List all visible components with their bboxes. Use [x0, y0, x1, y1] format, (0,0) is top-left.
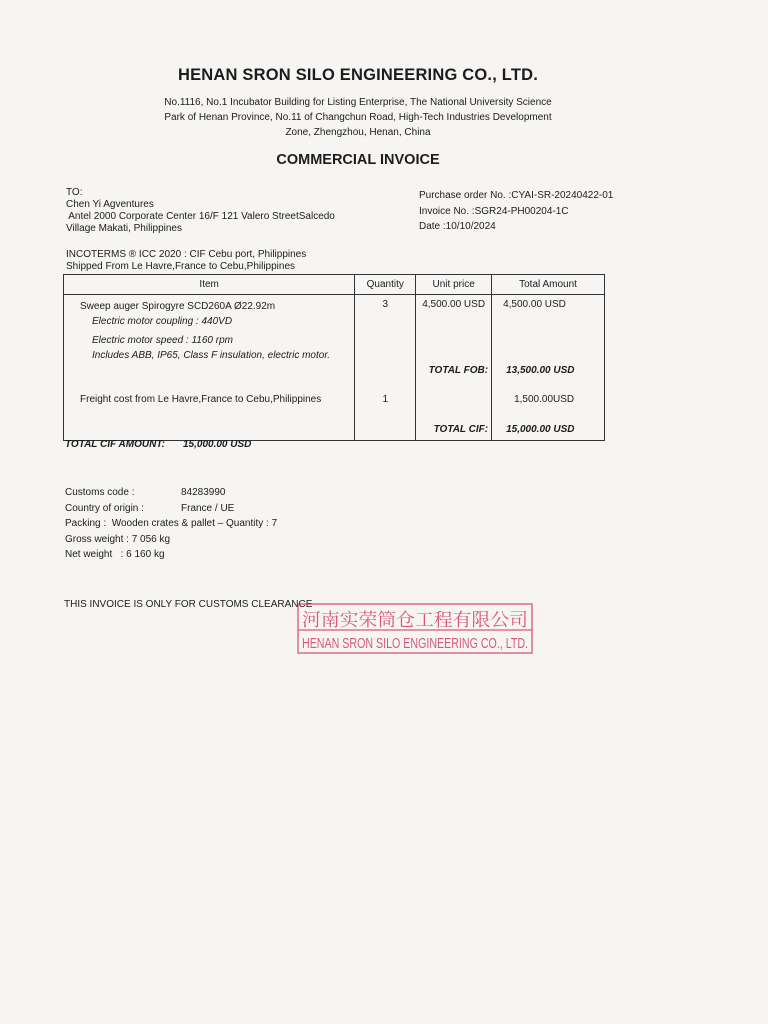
product-total: 4,500.00 USD — [492, 295, 605, 364]
product-quantity: 3 — [355, 295, 416, 364]
incoterms: INCOTERMS ® ICC 2020 : CIF Cebu port, Philippines — [66, 249, 307, 260]
gross-weight: Gross weight : 7 056 kg — [65, 534, 171, 545]
invoice-date: Date :10/10/2024 — [419, 221, 496, 232]
company-address-line-2: Park of Henan Province, No.11 of Changchun Road, High-Tech Industries Development — [164, 112, 552, 123]
header-unit-price: Unit price — [416, 275, 492, 295]
company-name: HENAN SRON SILO ENGINEERING CO., LTD. — [177, 66, 539, 84]
table-row — [64, 295, 605, 364]
country-of-origin-label: Country of origin : — [65, 503, 144, 514]
table-row — [64, 363, 605, 393]
product-spec: Electric motor coupling : 440VD — [92, 316, 233, 327]
company-address-line-3: Zone, Zhengzhou, Henan, China — [285, 127, 431, 138]
total-cif-amount-label: TOTAL CIF AMOUNT: — [65, 439, 165, 450]
net-weight: Net weight : 6 160 kg — [65, 549, 165, 560]
company-seal-stamp — [297, 603, 533, 654]
total-fob-value: 13,500.00 USD — [492, 363, 605, 393]
product-name: Sweep auger Spirogyre SCD260A Ø22.92m — [80, 301, 276, 312]
company-address-line-1: No.1116, No.1 Incubator Building for Listing Enterprise, The National University Science — [164, 97, 552, 108]
total-cif-label: TOTAL CIF: — [416, 424, 492, 440]
table-row — [64, 393, 605, 424]
customs-clearance-note: THIS INVOICE IS ONLY FOR CUSTOMS CLEARANCE — [64, 599, 313, 610]
freight-quantity: 1 — [355, 393, 416, 424]
customs-code-label: Customs code : — [65, 487, 135, 498]
consignee-name: Chen Yi Agventures — [66, 199, 154, 210]
total-cif-amount-value: 15,000.00 USD — [183, 439, 252, 450]
purchase-order-number: Purchase order No. :CYAI-SR-20240422-01 — [419, 190, 614, 201]
packing-info: Packing : Wooden crates & pallet – Quantity : 7 — [65, 518, 278, 529]
product-spec: Includes ABB, IP65, Class F insulation, electric motor. — [92, 350, 331, 361]
header-quantity: Quantity — [355, 275, 416, 295]
header-item: Item — [64, 275, 355, 295]
invoice-number: Invoice No. :SGR24-PH00204-1C — [419, 206, 569, 217]
freight-description: Freight cost from Le Havre,France to Cebu,Philippines — [64, 393, 355, 424]
total-cif-value: 15,000.00 USD — [492, 424, 605, 440]
document-title: COMMERCIAL INVOICE — [276, 152, 440, 168]
freight-total: 1,500.00USD — [492, 393, 605, 424]
total-fob-label: TOTAL FOB: — [416, 363, 492, 393]
seal-text-chinese: 河南实荣筒仓工程有限公司 — [302, 610, 518, 631]
table-row — [64, 424, 605, 440]
shipping-route: Shipped From Le Havre,France to Cebu,Philippines — [66, 261, 296, 272]
customs-code-value: 84283990 — [181, 487, 226, 498]
to-label: TO: — [66, 187, 83, 198]
consignee-address-line-2: Village Makati, Philippines — [66, 223, 182, 234]
invoice-items-table — [63, 274, 605, 441]
header-total-amount: Total Amount — [492, 275, 605, 295]
table-header-row — [64, 275, 605, 295]
seal-text-english: HENAN SRON SILO ENGINEERING CO., LTD. — [302, 635, 528, 652]
country-of-origin-value: France / UE — [181, 503, 235, 514]
consignee-address-line-1: Antel 2000 Corporate Center 16/F 121 Valero StreetSalcedo — [66, 211, 335, 222]
product-spec: Electric motor speed : 1160 rpm — [92, 335, 233, 346]
product-unit-price: 4,500.00 USD — [416, 295, 492, 364]
